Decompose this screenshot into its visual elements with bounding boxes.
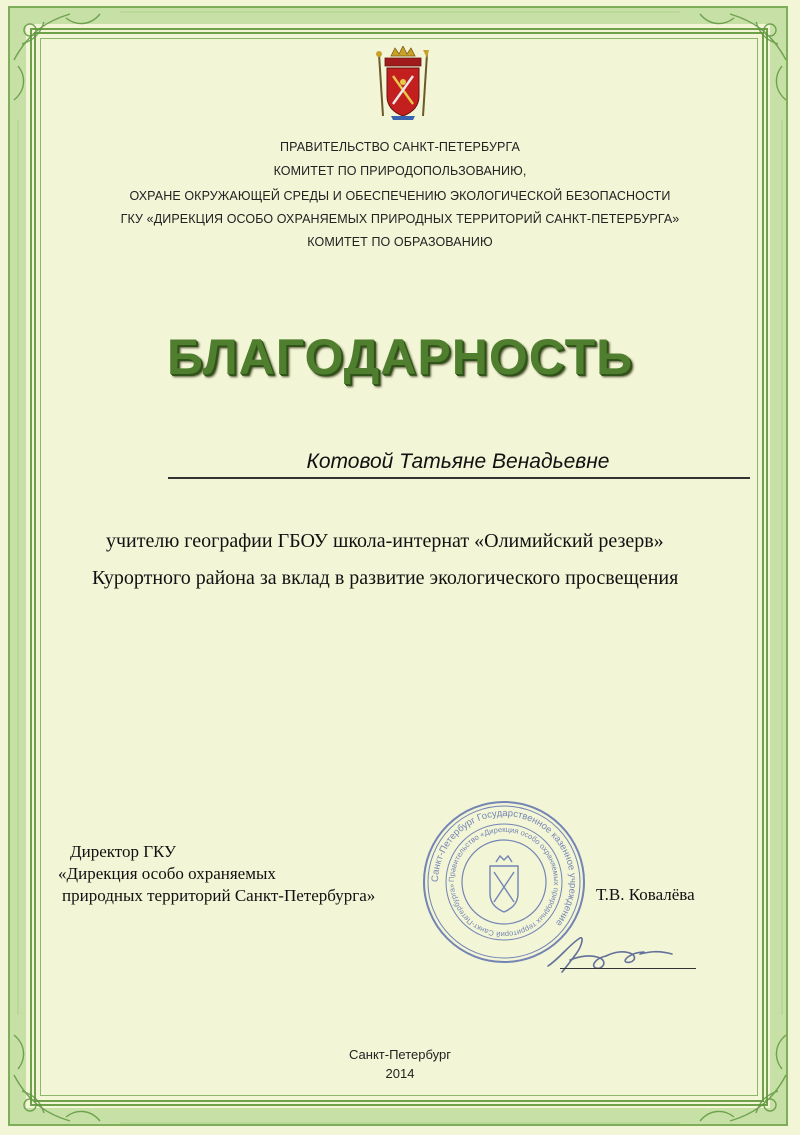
body-text-line-2: Курортного района за вклад в развитие экологического просвещения: [92, 567, 679, 589]
certificate-title: БЛАГОДАРНОСТЬ: [166, 329, 634, 385]
signatory-title-line-2: «Дирекция особо охраняемых: [58, 864, 276, 883]
header-government: ПРАВИТЕЛЬСТВО САНКТ-ПЕТЕРБУРГА: [280, 140, 520, 154]
header-committee-nature: КОМИТЕТ ПО ПРИРОДОПОЛЬЗОВАНИЮ,: [273, 164, 527, 178]
header-environment-protection: ОХРАНЕ ОКРУЖАЮЩЕЙ СРЕДЫ И ОБЕСПЕЧЕНИЮ ЭКОЛОГИЧЕСКОЙ БЕЗОПАСНОСТИ: [129, 189, 671, 203]
svg-text:Санкт-Петербург Государственн: Санкт-Петербург Государственное казенное учреждение: [429, 807, 579, 929]
footer-city: Санкт-Петербург: [349, 1047, 451, 1062]
recipient-underline: [168, 477, 750, 479]
handwritten-signature-icon: [540, 932, 680, 980]
body-text-line-1: учителю географии ГБОУ школа-интернат «Олимийский резерв»: [106, 530, 664, 552]
signatory-title-line-1: Директор ГКУ: [70, 842, 177, 861]
corner-ornament-top-right: [700, 14, 786, 100]
corner-ornament-top-left: [14, 14, 100, 100]
header-directorate: ГКУ «ДИРЕКЦИЯ ОСОБО ОХРАНЯЕМЫХ ПРИРОДНЫХ ТЕРРИТОРИЙ САНКТ-ПЕТЕРБУРГА»: [120, 212, 680, 226]
signatory-title-line-3: природных территорий Санкт-Петербурга»: [62, 886, 376, 905]
director-name: Т.В. Ковалёва: [596, 885, 695, 904]
saint-petersburg-coat-of-arms-icon: [371, 46, 435, 122]
footer-year: 2014: [385, 1066, 415, 1081]
svg-text:Правительство «Дирекция особо: Правительство «Дирекция особо охраняемых природных территорий Санкт-Петербурга»: [446, 824, 562, 940]
signature-line: [560, 968, 696, 969]
recipient-name: Котовой Татьяне Венадьевне: [306, 450, 610, 473]
header-committee-education: КОМИТЕТ ПО ОБРАЗОВАНИЮ: [307, 235, 493, 249]
